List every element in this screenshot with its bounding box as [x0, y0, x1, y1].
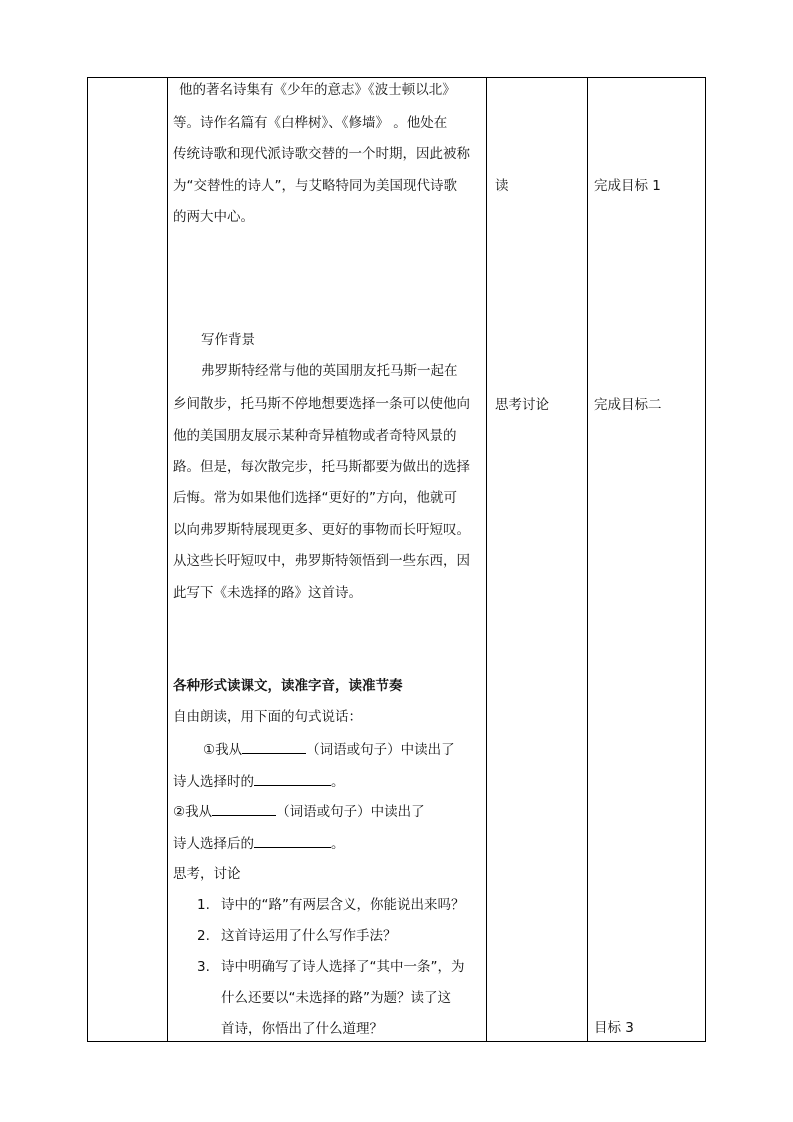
reading-section [173, 676, 477, 852]
question-3-cont: 什么还要以“未选择的路”为题？读了这 [221, 990, 451, 1006]
text-line: 此写下《未选择的路》这首诗。 [173, 585, 362, 601]
text-line: 从这些长吁短叹中，弗罗斯特领悟到一些东西，因 [173, 553, 470, 569]
goal-3: 目标 3 [594, 1020, 634, 1036]
column-divider [486, 78, 487, 1041]
question-2: 这首诗运用了什么写作手法？ [221, 928, 397, 944]
question-number: 3. [197, 959, 210, 975]
text-line: 路。但是，每次散完步，托马斯都要为做出的选择 [173, 459, 470, 475]
fill-blank [212, 801, 276, 816]
question-3: 诗中明确写了诗人选择了“其中一条”，为 [221, 959, 465, 975]
text-fragment: （词语或句子）中读出了 [276, 804, 425, 820]
text-line: 乡间散步，托马斯不停地想要选择一条可以使他向 [173, 396, 470, 412]
column-divider [167, 78, 168, 1041]
text-line: 后悔。常为如果他们选择“更好的”方向，他就可 [173, 490, 457, 506]
text-fragment: ②我从 [173, 804, 213, 820]
text-line: 的两大中心。 [173, 209, 254, 225]
text-line: 他的美国朋友展示某种奇异植物或者奇特风景的 [173, 428, 457, 444]
goal-1: 完成目标 1 [594, 178, 661, 194]
question-number: 2. [197, 928, 210, 944]
text-fragment: 诗人选择后的 [173, 836, 254, 852]
question-3-cont: 首诗，你悟出了什么道理？ [221, 1021, 383, 1037]
fill-blank [242, 739, 306, 754]
text-line: 以向弗罗斯特展现更多、更好的事物而长吁短叹。 [173, 522, 470, 538]
activity-discuss: 思考讨论 [495, 397, 549, 413]
column-divider [587, 78, 588, 1041]
question-1: 诗中的“路”有两层含义，你能说出来吗？ [221, 897, 465, 913]
fill-blank [254, 771, 331, 786]
sentence-pattern-1-cont [173, 771, 345, 791]
text-line: 为“交替性的诗人”，与艾略特同为美国现代诗歌 [173, 178, 457, 194]
text-fragment: 。 [331, 836, 345, 852]
intro-paragraph [173, 80, 477, 240]
text-fragment: 。 [331, 774, 345, 790]
section-heading: 思考，讨论 [173, 866, 241, 882]
fill-blank [254, 833, 331, 848]
text-fragment: （词语或句子）中读出了 [306, 742, 455, 758]
sentence-pattern-1 [203, 739, 455, 759]
text-line: 他的著名诗集有《少年的意志》《波士顿以北》 [179, 82, 456, 98]
goal-2: 完成目标二 [594, 397, 662, 413]
background-section [173, 330, 477, 610]
text-line: 弗罗斯特经常与他的英国朋友托马斯一起在 [201, 363, 458, 379]
text-fragment: ①我从 [203, 742, 243, 758]
text-line: 传统诗歌和现代派诗歌交替的一个时期，因此被称 [173, 146, 470, 162]
text-line: 等。诗作名篇有《白桦树》、《修墙》 。他处在 [173, 115, 448, 131]
sentence-pattern-2 [173, 801, 425, 821]
section-heading: 写作背景 [201, 332, 255, 348]
activity-read: 读 [495, 178, 509, 194]
text-line: 自由朗读，用下面的句式说话： [173, 709, 362, 725]
question-number: 1. [197, 897, 210, 913]
discussion-section [173, 864, 477, 1039]
text-fragment: 诗人选择时的 [173, 774, 254, 790]
sentence-pattern-2-cont [173, 833, 345, 853]
section-heading: 各种形式读课文，读准字音，读准节奏 [173, 678, 403, 694]
